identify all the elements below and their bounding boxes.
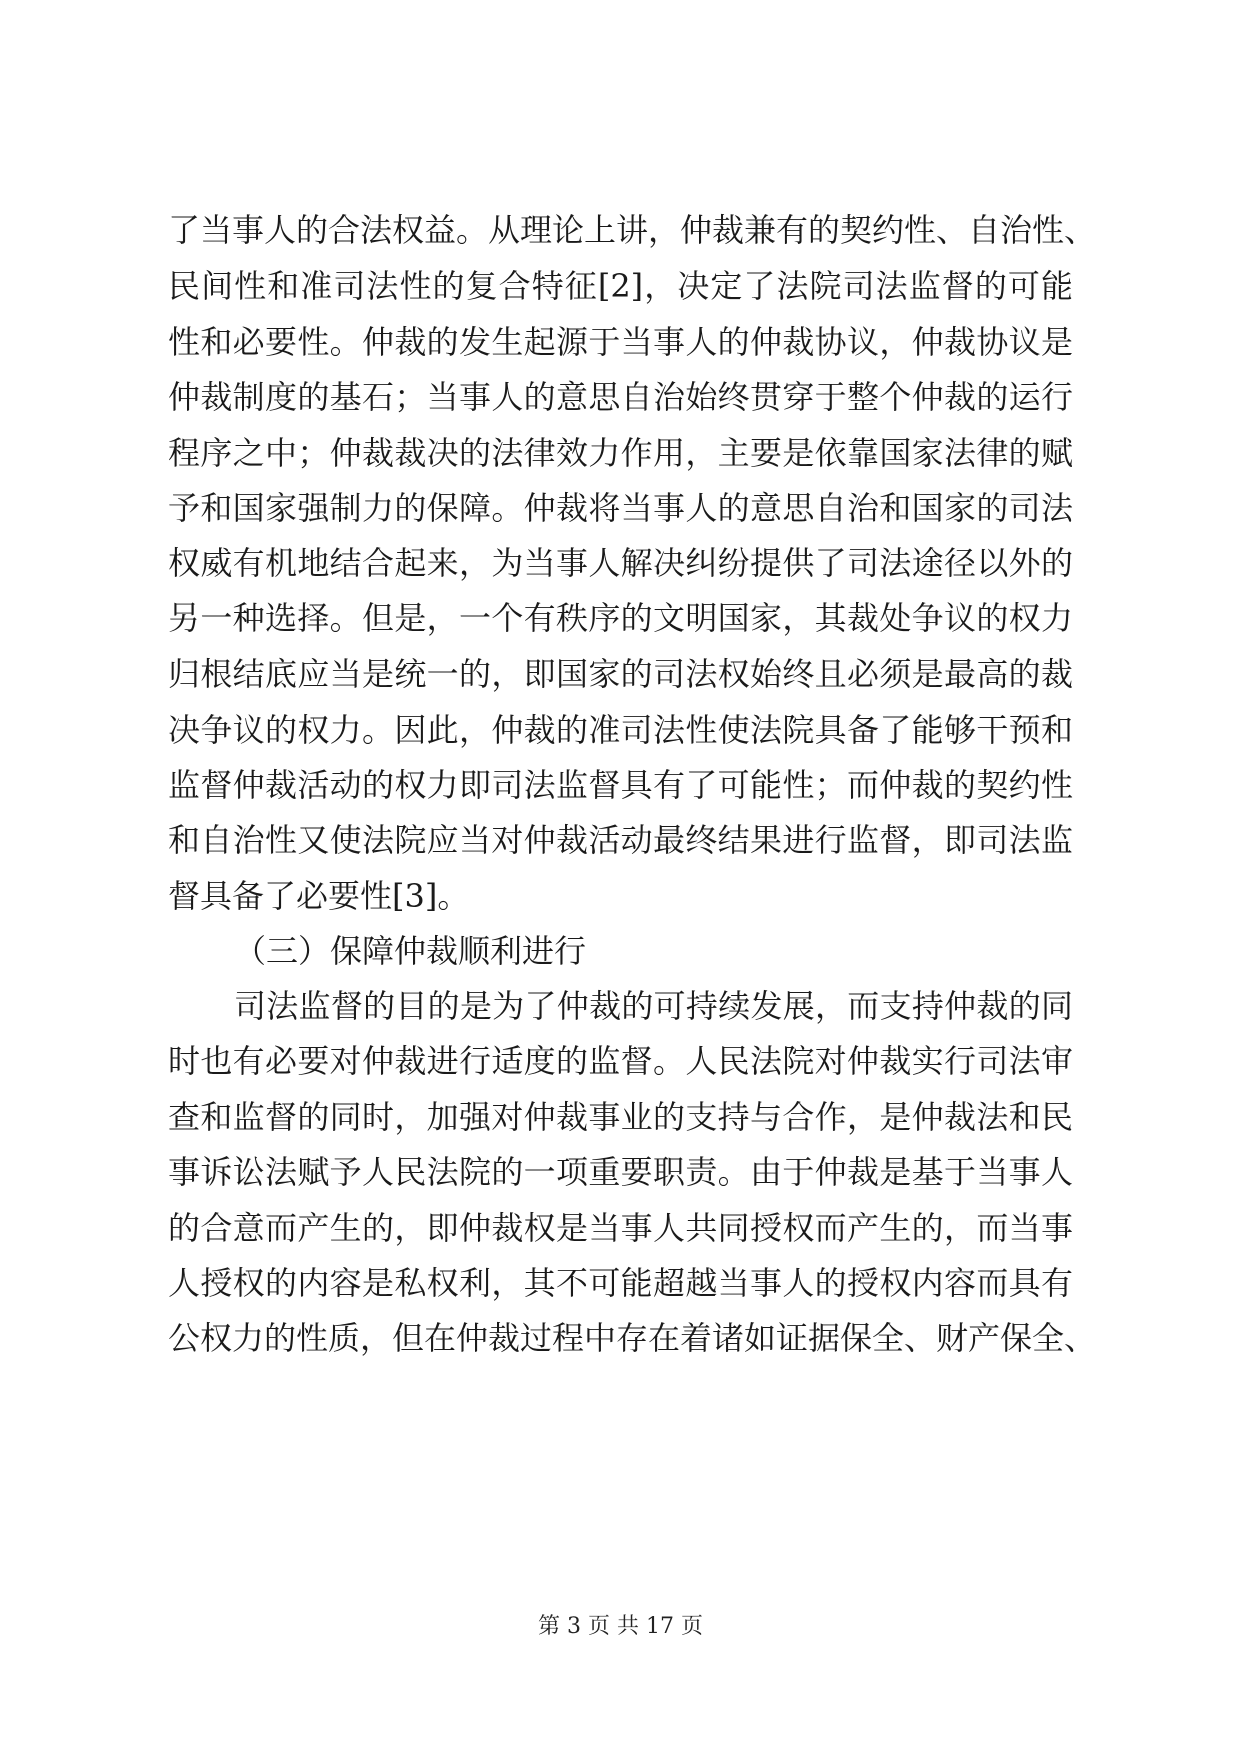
- paragraph-line: 督具备了必要性[3]。: [168, 877, 470, 915]
- paragraph-line: 程序之中；仲裁裁决的法律效力作用，主要是依靠国家法律的赋: [168, 434, 1073, 472]
- paragraph-line: 权威有机地结合起来，为当事人解决纠纷提供了司法途径以外的: [168, 544, 1073, 582]
- section-heading: （三）保障仲裁顺利进行: [234, 932, 587, 970]
- page-number-footer: 第 3 页 共 17 页: [538, 1614, 703, 1639]
- paragraph-line: 归根结底应当是统一的，即国家的司法权始终且必须是最高的裁: [168, 655, 1073, 693]
- paragraph-line: 另一种选择。但是，一个有秩序的文明国家，其裁处争议的权力: [168, 599, 1073, 637]
- paragraph-line: 监督仲裁活动的权力即司法监督具有了可能性；而仲裁的契约性: [168, 766, 1073, 804]
- paragraph-line: 民间性和准司法性的复合特征[2]，决定了法院司法监督的可能: [168, 267, 1073, 305]
- paragraph-line: 予和国家强制力的保障。仲裁将当事人的意思自治和国家的司法: [168, 489, 1073, 527]
- paragraph-line: 仲裁制度的基石；当事人的意思自治始终贯穿于整个仲裁的运行: [168, 378, 1073, 416]
- paragraph-line: 人授权的内容是私权利，其不可能超越当事人的授权内容而具有: [168, 1264, 1073, 1302]
- paragraph-line: 性和必要性。仲裁的发生起源于当事人的仲裁协议，仲裁协议是: [168, 323, 1073, 361]
- paragraph-line: 了当事人的合法权益。从理论上讲，仲裁兼有的契约性、自治性、: [168, 211, 1097, 249]
- paragraph-line: 决争议的权力。因此，仲裁的准司法性使法院具备了能够干预和: [168, 711, 1073, 749]
- paragraph-line: 查和监督的同时，加强对仲裁事业的支持与合作，是仲裁法和民: [168, 1098, 1073, 1136]
- paragraph-line: 事诉讼法赋予人民法院的一项重要职责。由于仲裁是基于当事人: [168, 1153, 1073, 1191]
- paragraph-line: 司法监督的目的是为了仲裁的可持续发展，而支持仲裁的同: [234, 987, 1073, 1025]
- paragraph-line: 和自治性又使法院应当对仲裁活动最终结果进行监督，即司法监: [168, 821, 1073, 859]
- paragraph-line: 的合意而产生的，即仲裁权是当事人共同授权而产生的，而当事: [168, 1209, 1073, 1247]
- paragraph-line: 时也有必要对仲裁进行适度的监督。人民法院对仲裁实行司法审: [168, 1042, 1073, 1080]
- paragraph-line: 公权力的性质，但在仲裁过程中存在着诸如证据保全、财产保全、: [168, 1319, 1097, 1357]
